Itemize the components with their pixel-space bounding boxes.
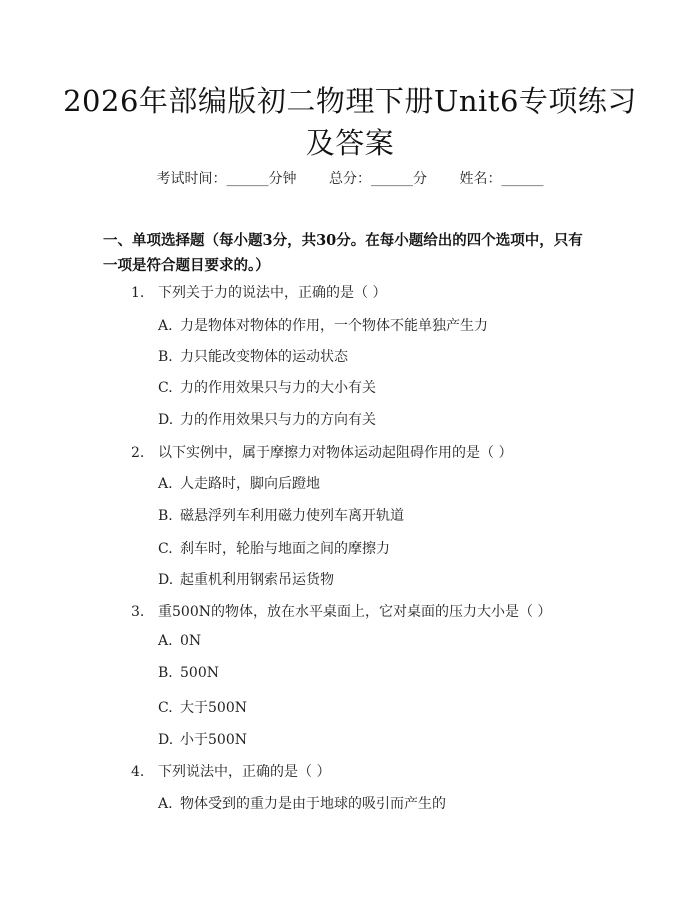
- option-text: 物体受到的重力是由于地球的吸引而产生的: [180, 796, 446, 812]
- option-label: A.: [158, 318, 173, 334]
- exam-time-field: 考试时间：______分钟: [156, 171, 297, 187]
- option-2d: [158, 569, 334, 589]
- option-text: 大于500N: [180, 700, 247, 716]
- option-3c: [158, 697, 247, 717]
- section-heading: 一、单项选择题（每小题3分，共30分。在每小题给出的四个选项中，只有一项是符合题目要求的。）: [103, 232, 583, 274]
- option-text: 刹车时，轮胎与地面之间的摩擦力: [180, 541, 390, 557]
- option-text: 磁悬浮列车利用磁力使列车离开轨道: [180, 508, 404, 524]
- option-text: 力的作用效果只与力的大小有关: [180, 380, 376, 396]
- exam-meta: [0, 168, 700, 188]
- question-text: 重500N的物体，放在水平桌面上，它对桌面的压力大小是（ ）: [158, 604, 552, 620]
- option-label: A.: [158, 796, 173, 812]
- question-1: [131, 282, 386, 302]
- question-number: 4.: [131, 764, 145, 780]
- total-score-field: 总分：______分: [329, 171, 427, 187]
- option-label: C.: [158, 700, 173, 716]
- option-4a: [158, 793, 446, 813]
- option-label: D.: [158, 412, 174, 428]
- option-3a: [158, 633, 201, 649]
- option-text: 力是物体对物体的作用，一个物体不能单独产生力: [180, 318, 488, 334]
- option-1d: [158, 409, 376, 429]
- option-label: C.: [158, 541, 173, 557]
- question-text: 以下实例中，属于摩擦力对物体运动起阻碍作用的是（ ）: [158, 445, 513, 461]
- question-number: 3.: [131, 604, 145, 620]
- option-label: A.: [158, 633, 173, 649]
- document-title: 2026年部编版初二物理下册Unit6专项练习及答案: [63, 84, 637, 160]
- question-3: [131, 601, 551, 621]
- option-text: 500N: [180, 665, 219, 681]
- option-text: 小于500N: [180, 732, 247, 748]
- option-1c: [158, 377, 376, 397]
- option-text: 0N: [180, 633, 202, 649]
- question-2: [131, 442, 512, 462]
- student-name-field: 姓名：______: [459, 171, 544, 187]
- question-text: 下列关于力的说法中，正确的是（ ）: [158, 285, 387, 301]
- option-2b: [158, 505, 404, 525]
- question-4: [131, 761, 330, 781]
- option-1b: [158, 346, 348, 366]
- option-label: D.: [158, 732, 174, 748]
- option-2c: [158, 538, 390, 558]
- option-text: 力的作用效果只与力的方向有关: [180, 412, 376, 428]
- option-2a: [158, 473, 320, 493]
- option-label: B.: [158, 665, 173, 681]
- option-label: B.: [158, 508, 173, 524]
- option-label: A.: [158, 476, 173, 492]
- option-label: C.: [158, 380, 173, 396]
- option-3d: [158, 729, 247, 749]
- question-number: 1.: [131, 285, 145, 301]
- option-text: 起重机利用钢索吊运货物: [180, 572, 334, 588]
- option-label: B.: [158, 349, 173, 365]
- option-3b: [158, 665, 219, 681]
- option-text: 力只能改变物体的运动状态: [180, 349, 348, 365]
- option-1a: [158, 315, 488, 335]
- option-text: 人走路时，脚向后蹬地: [180, 476, 320, 492]
- question-number: 2.: [131, 445, 145, 461]
- option-label: D.: [158, 572, 174, 588]
- question-text: 下列说法中，正确的是（ ）: [158, 764, 331, 780]
